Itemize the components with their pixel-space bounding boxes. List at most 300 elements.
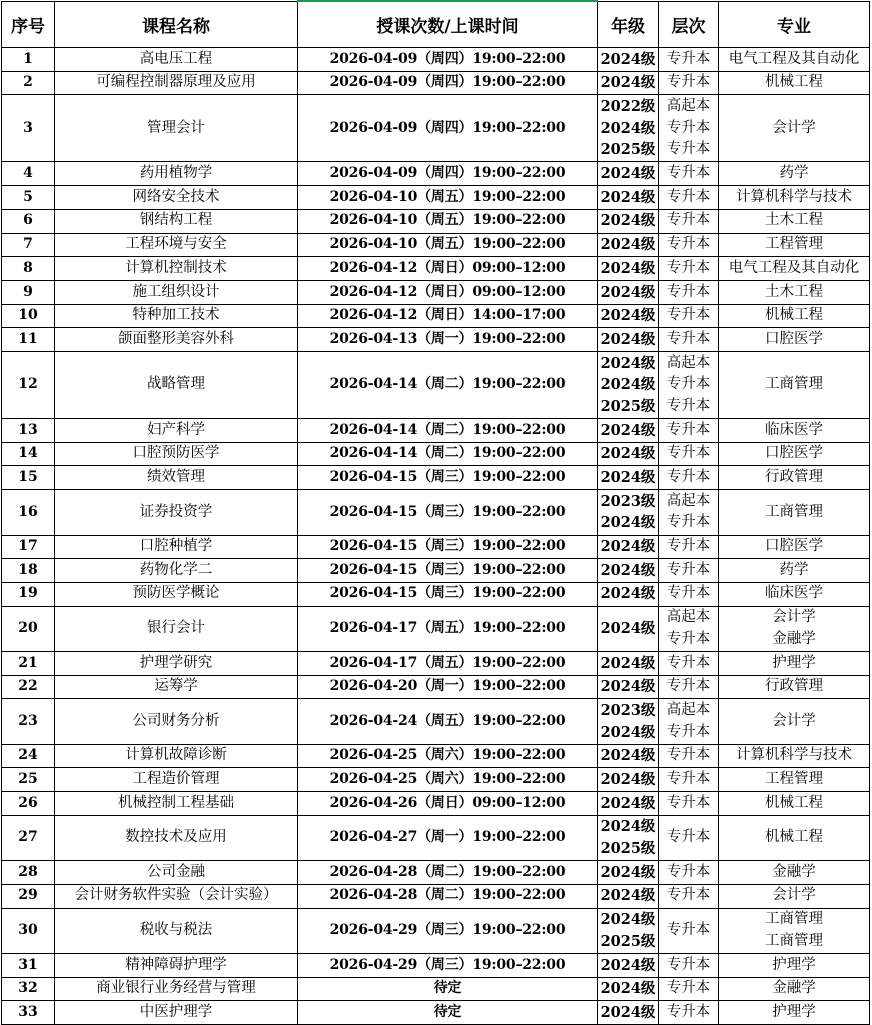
cell-major-line: 土木工程: [765, 283, 823, 300]
cell-level: [659, 861, 719, 885]
cell-grade: [598, 768, 659, 792]
cell-level: [659, 328, 719, 352]
cell-no: 13: [2, 419, 55, 443]
table-row: [2, 1001, 870, 1025]
cell-course: 证券投资学: [55, 490, 298, 535]
cell-no: 23: [2, 699, 55, 744]
cell-level-line: 高起本: [666, 492, 711, 509]
table-row: [2, 233, 870, 257]
cell-level: [659, 48, 719, 72]
cell-no: 2: [2, 71, 55, 95]
cell-grade-line: 2024级: [600, 1003, 656, 1021]
cell-time: 2026-04-13（周一）19:00–22:00: [298, 328, 598, 352]
cell-time: 2026-04-09（周四）19:00–22:00: [298, 71, 598, 95]
cell-grade-line: 2024级: [600, 818, 656, 836]
cell-level-line: 专升本: [666, 561, 711, 578]
table-row: [2, 419, 870, 443]
cell-grade: [598, 328, 659, 352]
cell-major: [719, 351, 870, 418]
cell-grade-line: 2024级: [600, 259, 656, 277]
cell-major-line: 电气工程及其自动化: [728, 50, 860, 67]
cell-level-line: 专升本: [666, 259, 711, 276]
cell-level-line: 专升本: [666, 956, 711, 973]
cell-major: [719, 466, 870, 490]
cell-no: 21: [2, 651, 55, 675]
cell-major: [719, 977, 870, 1001]
cell-level-line: 专升本: [666, 212, 711, 229]
cell-no: 9: [2, 280, 55, 304]
cell-grade-line: 2024级: [600, 307, 656, 325]
cell-no: 3: [2, 95, 55, 162]
cell-major: [719, 559, 870, 583]
cell-time: 2026-04-14（周二）19:00–22:00: [298, 442, 598, 466]
cell-major: [719, 651, 870, 675]
table-row: [2, 351, 870, 418]
cell-major: [719, 48, 870, 72]
cell-no: 12: [2, 351, 55, 418]
cell-time: 2026-04-17（周五）19:00–22:00: [298, 651, 598, 675]
cell-no: 14: [2, 442, 55, 466]
cell-course: 银行会计: [55, 606, 298, 651]
cell-time: 2026-04-15（周三）19:00–22:00: [298, 559, 598, 583]
cell-level-line: 专升本: [666, 829, 711, 846]
cell-level-line: 专升本: [666, 678, 711, 695]
cell-major: [719, 442, 870, 466]
cell-major-line: 土木工程: [765, 212, 823, 229]
cell-time: 2026-04-12（周日）14:00–17:00: [298, 304, 598, 328]
cell-grade-line: 2025级: [600, 397, 656, 415]
cell-grade-line: 2024级: [600, 911, 656, 929]
cell-course: 机械控制工程基础: [55, 792, 298, 816]
cell-time: 2026-04-10（周五）19:00–22:00: [298, 209, 598, 233]
cell-major: [719, 209, 870, 233]
cell-grade-line: 2024级: [600, 585, 656, 603]
cell-major-line: 工程管理: [765, 236, 823, 253]
cell-level-line: 专升本: [666, 421, 711, 438]
table-row: [2, 186, 870, 210]
cell-grade: [598, 71, 659, 95]
cell-course: 药用植物学: [55, 162, 298, 186]
cell-level: [659, 466, 719, 490]
cell-major: [719, 953, 870, 977]
cell-level: [659, 559, 719, 583]
table-row: [2, 257, 870, 281]
cell-time: 待定: [298, 977, 598, 1001]
cell-level-line: 专升本: [666, 119, 711, 136]
cell-grade: [598, 675, 659, 699]
cell-major-line: 护理学: [772, 956, 816, 973]
cell-time: 2026-04-28（周二）19:00–22:00: [298, 861, 598, 885]
cell-level: [659, 209, 719, 233]
cell-level-line: 专升本: [666, 141, 711, 158]
cell-no: 6: [2, 209, 55, 233]
cell-major-line: 机械工程: [765, 307, 823, 324]
cell-course: 中医护理学: [55, 1001, 298, 1025]
cell-major: [719, 792, 870, 816]
cell-major-line: 机械工程: [765, 74, 823, 91]
cell-grade: [598, 699, 659, 744]
cell-no: 26: [2, 792, 55, 816]
cell-level-line: 专升本: [666, 330, 711, 347]
cell-major-line: 机械工程: [765, 794, 823, 811]
cell-course: 药物化学二: [55, 559, 298, 583]
table-row: [2, 675, 870, 699]
cell-major: [719, 861, 870, 885]
cell-level: [659, 71, 719, 95]
cell-course: 绩效管理: [55, 466, 298, 490]
cell-grade: [598, 442, 659, 466]
cell-course: 精神障碍护理学: [55, 953, 298, 977]
cell-grade: [598, 535, 659, 559]
header-time: 授课次数/上课时间: [298, 1, 598, 48]
table-row: [2, 466, 870, 490]
cell-no: 29: [2, 884, 55, 908]
cell-grade-line: 2024级: [600, 376, 656, 394]
course-schedule-table: [1, 0, 870, 1025]
table-row: [2, 559, 870, 583]
cell-grade-line: 2024级: [600, 236, 656, 254]
cell-level-line: 专升本: [666, 165, 711, 182]
cell-major: [719, 908, 870, 953]
cell-level-line: 专升本: [666, 630, 711, 647]
cell-time: 2026-04-15（周三）19:00–22:00: [298, 535, 598, 559]
cell-grade: [598, 582, 659, 606]
cell-level-line: 专升本: [666, 307, 711, 324]
cell-level: [659, 699, 719, 744]
cell-grade: [598, 861, 659, 885]
cell-grade-line: 2023级: [600, 702, 656, 720]
cell-grade: [598, 651, 659, 675]
cell-level: [659, 582, 719, 606]
table-row: [2, 535, 870, 559]
cell-level-line: 专升本: [666, 887, 711, 904]
cell-time: 2026-04-29（周三）19:00–22:00: [298, 953, 598, 977]
cell-level-line: 专升本: [666, 585, 711, 602]
cell-grade: [598, 815, 659, 860]
table-row: [2, 884, 870, 908]
cell-level-line: 专升本: [666, 654, 711, 671]
cell-level: [659, 977, 719, 1001]
cell-major-line: 工商管理: [765, 932, 823, 949]
table-row: [2, 815, 870, 860]
cell-grade-line: 2024级: [600, 956, 656, 974]
cell-level-line: 专升本: [666, 922, 711, 938]
cell-level: [659, 651, 719, 675]
cell-grade-line: 2024级: [600, 330, 656, 348]
cell-grade-line: 2025级: [600, 141, 656, 159]
table-row: [2, 699, 870, 744]
cell-major: [719, 815, 870, 860]
table-row: [2, 908, 870, 953]
cell-grade: [598, 977, 659, 1001]
cell-no: 16: [2, 490, 55, 535]
cell-level-line: 专升本: [666, 74, 711, 91]
cell-course: 施工组织设计: [55, 280, 298, 304]
cell-time: 2026-04-29（周三）19:00–22:00: [298, 908, 598, 953]
cell-course: 运筹学: [55, 675, 298, 699]
cell-level: [659, 606, 719, 651]
cell-level: [659, 442, 719, 466]
cell-course: 工程造价管理: [55, 768, 298, 792]
cell-grade-line: 2024级: [600, 445, 656, 463]
cell-course: 护理学研究: [55, 651, 298, 675]
cell-no: 15: [2, 466, 55, 490]
cell-level-line: 专升本: [666, 747, 711, 764]
cell-grade: [598, 884, 659, 908]
table-row: [2, 490, 870, 535]
cell-no: 27: [2, 815, 55, 860]
table-row: [2, 792, 870, 816]
cell-level: [659, 419, 719, 443]
cell-time: 2026-04-09（周四）19:00–22:00: [298, 48, 598, 72]
cell-course: 高电压工程: [55, 48, 298, 72]
cell-level: [659, 490, 719, 535]
cell-major: [719, 304, 870, 328]
cell-level-line: 专升本: [666, 723, 711, 740]
cell-level: [659, 953, 719, 977]
cell-level: [659, 304, 719, 328]
cell-time: 2026-04-14（周二）19:00–22:00: [298, 419, 598, 443]
cell-level-line: 专升本: [666, 376, 711, 393]
cell-major-line: 工商管理: [765, 376, 823, 393]
cell-grade-line: 2024级: [600, 747, 656, 765]
cell-major-line: 药学: [779, 561, 809, 578]
cell-course: 管理会计: [55, 95, 298, 162]
cell-major-line: 金融学: [772, 863, 816, 880]
cell-level: [659, 815, 719, 860]
cell-grade: [598, 209, 659, 233]
cell-level-line: 专升本: [666, 469, 711, 486]
cell-grade-line: 2024级: [600, 283, 656, 301]
cell-grade-line: 2024级: [600, 794, 656, 812]
table-row: [2, 95, 870, 162]
cell-course: 会计财务软件实验（会计实验）: [55, 884, 298, 908]
cell-level-line: 专升本: [666, 538, 711, 555]
table-row: [2, 304, 870, 328]
cell-grade-line: 2024级: [600, 514, 656, 532]
cell-no: 4: [2, 162, 55, 186]
cell-grade: [598, 466, 659, 490]
cell-no: 25: [2, 768, 55, 792]
cell-level: [659, 351, 719, 418]
cell-major: [719, 490, 870, 535]
cell-time: 2026-04-15（周三）19:00–22:00: [298, 466, 598, 490]
cell-level: [659, 186, 719, 210]
cell-grade: [598, 186, 659, 210]
cell-grade-line: 2024级: [600, 74, 656, 92]
header-no: 序号: [2, 1, 55, 48]
cell-grade-line: 2024级: [600, 561, 656, 579]
cell-no: 30: [2, 908, 55, 953]
cell-level-line: 专升本: [666, 50, 711, 67]
cell-major: [719, 884, 870, 908]
table-row: [2, 209, 870, 233]
cell-course: 数控技术及应用: [55, 815, 298, 860]
cell-grade-line: 2025级: [600, 839, 656, 857]
cell-grade: [598, 351, 659, 418]
cell-no: 17: [2, 535, 55, 559]
cell-time: 2026-04-14（周二）19:00–22:00: [298, 351, 598, 418]
cell-course: 计算机控制技术: [55, 257, 298, 281]
cell-level: [659, 1001, 719, 1025]
cell-level: [659, 257, 719, 281]
table-row: [2, 442, 870, 466]
table-row: [2, 162, 870, 186]
cell-level-line: 专升本: [666, 514, 711, 531]
cell-grade: [598, 280, 659, 304]
table-row: [2, 744, 870, 768]
cell-major-line: 机械工程: [765, 829, 823, 846]
cell-time: 2026-04-10（周五）19:00–22:00: [298, 186, 598, 210]
cell-level-line: 专升本: [666, 771, 711, 788]
cell-no: 28: [2, 861, 55, 885]
cell-major: [719, 162, 870, 186]
cell-level-line: 专升本: [666, 397, 711, 414]
cell-course: 公司金融: [55, 861, 298, 885]
cell-grade-line: 2024级: [600, 771, 656, 789]
cell-level-line: 专升本: [666, 445, 711, 462]
cell-major: [719, 582, 870, 606]
cell-course: 计算机故障诊断: [55, 744, 298, 768]
cell-time: 2026-04-26（周日）09:00–12:00: [298, 792, 598, 816]
cell-no: 7: [2, 233, 55, 257]
table-row: [2, 582, 870, 606]
cell-grade-line: 2024级: [600, 980, 656, 998]
cell-grade-line: 2024级: [600, 654, 656, 672]
cell-major: [719, 257, 870, 281]
cell-grade-line: 2024级: [600, 723, 656, 741]
cell-major: [719, 186, 870, 210]
cell-major: [719, 1001, 870, 1025]
cell-grade-line: 2024级: [600, 165, 656, 183]
cell-major-line: 计算机科学与技术: [736, 747, 852, 764]
cell-course: 商业银行业务经营与管理: [55, 977, 298, 1001]
cell-level-line: 专升本: [666, 283, 711, 300]
cell-course: 口腔种植学: [55, 535, 298, 559]
cell-no: 32: [2, 977, 55, 1001]
cell-major: [719, 768, 870, 792]
cell-no: 10: [2, 304, 55, 328]
header-major: 专业: [719, 1, 870, 48]
cell-level-line: 专升本: [666, 1003, 711, 1020]
cell-major-line: 护理学: [772, 1003, 816, 1020]
cell-grade-line: 2025级: [600, 932, 656, 950]
cell-major-line: 会计学: [772, 609, 816, 626]
cell-major-line: 口腔医学: [765, 330, 823, 347]
table-row: [2, 328, 870, 352]
table-row: [2, 768, 870, 792]
table-row: [2, 651, 870, 675]
cell-time: 2026-04-27（周一）19:00–22:00: [298, 815, 598, 860]
cell-grade-line: 2024级: [600, 620, 656, 638]
table-row: [2, 280, 870, 304]
cell-major-line: 会计学: [772, 887, 816, 904]
cell-grade: [598, 559, 659, 583]
cell-time: 2026-04-28（周二）19:00–22:00: [298, 884, 598, 908]
cell-major-line: 工程管理: [765, 771, 823, 788]
cell-time: 2026-04-12（周日）09:00–12:00: [298, 280, 598, 304]
cell-course: 战略管理: [55, 351, 298, 418]
cell-grade: [598, 233, 659, 257]
table-row: [2, 48, 870, 72]
cell-grade: [598, 419, 659, 443]
cell-grade-line: 2024级: [600, 887, 656, 905]
cell-major: [719, 71, 870, 95]
cell-level-line: 高起本: [666, 354, 711, 371]
cell-grade: [598, 95, 659, 162]
cell-level-line: 专升本: [666, 236, 711, 253]
cell-course: 口腔预防医学: [55, 442, 298, 466]
table-row: [2, 606, 870, 651]
cell-grade: [598, 48, 659, 72]
cell-grade: [598, 162, 659, 186]
cell-time: 2026-04-12（周日）09:00–12:00: [298, 257, 598, 281]
cell-major: [719, 328, 870, 352]
cell-major-line: 会计学: [772, 119, 816, 136]
cell-course: 预防医学概论: [55, 582, 298, 606]
cell-grade-line: 2024级: [600, 421, 656, 439]
cell-level-line: 专升本: [666, 794, 711, 811]
cell-grade: [598, 953, 659, 977]
cell-major: [719, 95, 870, 162]
cell-time: 2026-04-15（周三）19:00–22:00: [298, 490, 598, 535]
cell-major: [719, 419, 870, 443]
cell-no: 18: [2, 559, 55, 583]
table-row: [2, 977, 870, 1001]
cell-no: 1: [2, 48, 55, 72]
cell-level: [659, 675, 719, 699]
cell-major: [719, 606, 870, 651]
cell-major-line: 药学: [779, 165, 809, 182]
cell-level: [659, 768, 719, 792]
cell-major-line: 计算机科学与技术: [736, 188, 852, 205]
cell-major-line: 金融学: [772, 630, 816, 647]
cell-course: 钢结构工程: [55, 209, 298, 233]
cell-level: [659, 95, 719, 162]
cell-course: 颌面整形美容外科: [55, 328, 298, 352]
cell-no: 22: [2, 675, 55, 699]
cell-no: 20: [2, 606, 55, 651]
cell-grade: [598, 606, 659, 651]
cell-level-line: 专升本: [666, 188, 711, 205]
cell-major-line: 口腔医学: [765, 538, 823, 555]
cell-grade: [598, 304, 659, 328]
cell-grade: [598, 744, 659, 768]
cell-time: 2026-04-15（周三）19:00–22:00: [298, 582, 598, 606]
cell-level: [659, 884, 719, 908]
cell-grade-line: 2024级: [600, 863, 656, 881]
cell-no: 11: [2, 328, 55, 352]
cell-major-line: 电气工程及其自动化: [728, 259, 860, 276]
cell-no: 19: [2, 582, 55, 606]
cell-level-line: 高起本: [666, 702, 711, 719]
cell-major: [719, 535, 870, 559]
cell-time: 待定: [298, 1001, 598, 1025]
cell-no: 8: [2, 257, 55, 281]
cell-no: 5: [2, 186, 55, 210]
cell-grade: [598, 257, 659, 281]
cell-major: [719, 233, 870, 257]
cell-level: [659, 744, 719, 768]
cell-time: 2026-04-09（周四）19:00–22:00: [298, 95, 598, 162]
cell-level: [659, 792, 719, 816]
cell-grade: [598, 792, 659, 816]
cell-major: [719, 744, 870, 768]
header-level: 层次: [659, 1, 719, 48]
cell-major-line: 行政管理: [765, 678, 823, 695]
cell-grade-line: 2024级: [600, 50, 656, 68]
cell-course: 妇产科学: [55, 419, 298, 443]
